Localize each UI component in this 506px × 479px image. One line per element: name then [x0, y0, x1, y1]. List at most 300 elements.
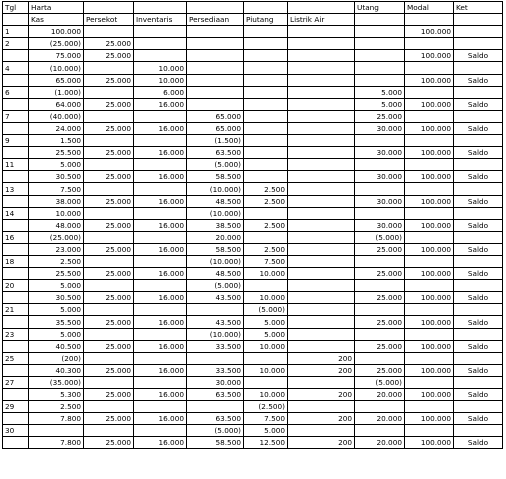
kas-cell: 7.800	[29, 437, 84, 449]
persediaan-cell: (5.000)	[187, 425, 244, 437]
inventaris-cell	[134, 255, 187, 267]
listrik-air-cell	[288, 219, 355, 231]
ket-cell	[454, 26, 503, 38]
listrik-air-cell	[288, 183, 355, 195]
persediaan-cell	[187, 74, 244, 86]
modal-cell: 100.000	[405, 292, 454, 304]
inventaris-cell: 6.000	[134, 86, 187, 98]
persekot-cell	[84, 26, 134, 38]
piutang-cell: 2.500	[244, 219, 288, 231]
inventaris-cell: 16.000	[134, 122, 187, 134]
tgl-cell: 9	[3, 135, 29, 147]
persediaan-cell	[187, 352, 244, 364]
listrik-air-cell	[288, 340, 355, 352]
table-row	[3, 280, 503, 292]
persekot-cell: 25.000	[84, 219, 134, 231]
table-row	[3, 195, 503, 207]
piutang-cell	[244, 110, 288, 122]
utang-cell: 20.000	[355, 437, 405, 449]
utang-cell: 25.000	[355, 243, 405, 255]
utang-cell	[355, 401, 405, 413]
listrik-air-cell	[288, 74, 355, 86]
header-cell	[244, 2, 288, 14]
utang-cell: 5.000	[355, 98, 405, 110]
kas-cell: 5.300	[29, 389, 84, 401]
tgl-cell	[3, 74, 29, 86]
modal-cell: 100.000	[405, 364, 454, 376]
ket-cell: Saldo	[454, 50, 503, 62]
persekot-cell	[84, 183, 134, 195]
piutang-cell: 5.000	[244, 425, 288, 437]
table-row	[3, 122, 503, 134]
persekot-cell: 25.000	[84, 171, 134, 183]
tgl-cell	[3, 268, 29, 280]
tgl-cell	[3, 316, 29, 328]
table-row	[3, 304, 503, 316]
tgl-cell: 13	[3, 183, 29, 195]
kas-cell: 7.800	[29, 413, 84, 425]
modal-cell	[405, 38, 454, 50]
piutang-cell	[244, 26, 288, 38]
persekot-cell	[84, 280, 134, 292]
persediaan-cell: 63.500	[187, 389, 244, 401]
tgl-cell: 21	[3, 304, 29, 316]
kas-cell: 25.500	[29, 268, 84, 280]
listrik-air-cell	[288, 292, 355, 304]
persekot-cell	[84, 255, 134, 267]
tgl-cell: 23	[3, 328, 29, 340]
table-row	[3, 110, 503, 122]
piutang-cell	[244, 50, 288, 62]
persekot-cell: 25.000	[84, 98, 134, 110]
header-listrik-air: Listrik Air	[288, 14, 355, 26]
inventaris-cell: 16.000	[134, 195, 187, 207]
persediaan-cell: (5.000)	[187, 280, 244, 292]
persekot-cell: 25.000	[84, 292, 134, 304]
tgl-cell	[3, 171, 29, 183]
inventaris-cell: 16.000	[134, 171, 187, 183]
persekot-cell: 25.000	[84, 195, 134, 207]
persediaan-cell	[187, 62, 244, 74]
inventaris-cell: 10.000	[134, 74, 187, 86]
ket-cell	[454, 38, 503, 50]
modal-cell: 100.000	[405, 389, 454, 401]
listrik-air-cell	[288, 147, 355, 159]
listrik-air-cell	[288, 135, 355, 147]
ket-cell	[454, 231, 503, 243]
tgl-cell: 11	[3, 159, 29, 171]
ket-cell	[454, 280, 503, 292]
listrik-air-cell	[288, 207, 355, 219]
kas-cell: 40.500	[29, 340, 84, 352]
table-row	[3, 171, 503, 183]
ket-cell: Saldo	[454, 389, 503, 401]
header-cell	[288, 2, 355, 14]
table-row	[3, 340, 503, 352]
header-cell	[187, 2, 244, 14]
kas-cell: 30.500	[29, 292, 84, 304]
kas-cell	[29, 425, 84, 437]
utang-cell: (5.000)	[355, 231, 405, 243]
tgl-cell: 4	[3, 62, 29, 74]
tgl-cell	[3, 195, 29, 207]
listrik-air-cell	[288, 122, 355, 134]
header-cell	[405, 14, 454, 26]
tgl-cell: 25	[3, 352, 29, 364]
kas-cell: 75.000	[29, 50, 84, 62]
ket-cell: Saldo	[454, 147, 503, 159]
inventaris-cell	[134, 50, 187, 62]
persekot-cell	[84, 328, 134, 340]
inventaris-cell	[134, 328, 187, 340]
ket-cell	[454, 352, 503, 364]
listrik-air-cell	[288, 328, 355, 340]
listrik-air-cell	[288, 401, 355, 413]
persediaan-cell	[187, 401, 244, 413]
ket-cell: Saldo	[454, 171, 503, 183]
ket-cell	[454, 328, 503, 340]
inventaris-cell: 16.000	[134, 364, 187, 376]
utang-cell	[355, 255, 405, 267]
piutang-cell	[244, 207, 288, 219]
piutang-cell	[244, 86, 288, 98]
persekot-cell: 25.000	[84, 74, 134, 86]
utang-cell	[355, 183, 405, 195]
listrik-air-cell	[288, 280, 355, 292]
utang-cell	[355, 280, 405, 292]
inventaris-cell	[134, 207, 187, 219]
persediaan-cell: (10.000)	[187, 207, 244, 219]
inventaris-cell	[134, 26, 187, 38]
persekot-cell	[84, 304, 134, 316]
inventaris-cell	[134, 280, 187, 292]
tgl-cell	[3, 50, 29, 62]
modal-cell: 100.000	[405, 437, 454, 449]
modal-cell: 100.000	[405, 98, 454, 110]
tgl-cell: 2	[3, 38, 29, 50]
table-row	[3, 316, 503, 328]
table-row	[3, 207, 503, 219]
table-row	[3, 401, 503, 413]
persediaan-cell: 65.000	[187, 122, 244, 134]
kas-cell: (200)	[29, 352, 84, 364]
modal-cell	[405, 183, 454, 195]
listrik-air-cell	[288, 159, 355, 171]
persediaan-cell: 48.500	[187, 195, 244, 207]
listrik-air-cell	[288, 425, 355, 437]
tgl-cell: 20	[3, 280, 29, 292]
header-ket: Ket	[454, 2, 503, 14]
persediaan-cell: 65.000	[187, 110, 244, 122]
persediaan-cell	[187, 86, 244, 98]
persediaan-cell	[187, 50, 244, 62]
kas-cell: (1.000)	[29, 86, 84, 98]
table-row	[3, 86, 503, 98]
modal-cell: 100.000	[405, 268, 454, 280]
modal-cell	[405, 352, 454, 364]
utang-cell	[355, 62, 405, 74]
modal-cell	[405, 110, 454, 122]
kas-cell: 35.500	[29, 316, 84, 328]
modal-cell	[405, 401, 454, 413]
table-row	[3, 292, 503, 304]
listrik-air-cell: 200	[288, 352, 355, 364]
modal-cell: 100.000	[405, 122, 454, 134]
persekot-cell: 25.000	[84, 122, 134, 134]
persediaan-cell: 48.500	[187, 268, 244, 280]
table-row	[3, 183, 503, 195]
utang-cell	[355, 352, 405, 364]
utang-cell: 25.000	[355, 110, 405, 122]
table-row	[3, 413, 503, 425]
ket-cell: Saldo	[454, 413, 503, 425]
ket-cell	[454, 376, 503, 388]
inventaris-cell: 16.000	[134, 437, 187, 449]
header-persekot: Persekot	[84, 14, 134, 26]
piutang-cell: 10.000	[244, 364, 288, 376]
ket-cell	[454, 135, 503, 147]
listrik-air-cell	[288, 50, 355, 62]
inventaris-cell: 16.000	[134, 268, 187, 280]
ket-cell: Saldo	[454, 195, 503, 207]
modal-cell	[405, 86, 454, 98]
table-row	[3, 243, 503, 255]
kas-cell: 100.000	[29, 26, 84, 38]
listrik-air-cell: 200	[288, 364, 355, 376]
header-cell	[134, 2, 187, 14]
modal-cell	[405, 376, 454, 388]
persediaan-cell	[187, 98, 244, 110]
ledger-body	[3, 2, 503, 449]
modal-cell	[405, 255, 454, 267]
table-row	[3, 98, 503, 110]
ket-cell	[454, 62, 503, 74]
listrik-air-cell	[288, 255, 355, 267]
tgl-cell: 6	[3, 86, 29, 98]
tgl-cell: 27	[3, 376, 29, 388]
tgl-cell	[3, 413, 29, 425]
listrik-air-cell: 200	[288, 413, 355, 425]
piutang-cell	[244, 98, 288, 110]
table-row	[3, 425, 503, 437]
table-row	[3, 437, 503, 449]
utang-cell	[355, 304, 405, 316]
ket-cell	[454, 425, 503, 437]
tgl-cell: 30	[3, 425, 29, 437]
table-row	[3, 255, 503, 267]
inventaris-cell	[134, 376, 187, 388]
ket-cell: Saldo	[454, 268, 503, 280]
header-row-1	[3, 2, 503, 14]
ledger-table	[2, 1, 503, 449]
listrik-air-cell	[288, 304, 355, 316]
persekot-cell: 25.000	[84, 364, 134, 376]
ket-cell	[454, 255, 503, 267]
table-row	[3, 352, 503, 364]
persekot-cell	[84, 401, 134, 413]
piutang-cell: 10.000	[244, 292, 288, 304]
kas-cell: 38.000	[29, 195, 84, 207]
tgl-cell	[3, 340, 29, 352]
piutang-cell	[244, 376, 288, 388]
inventaris-cell	[134, 135, 187, 147]
piutang-cell	[244, 147, 288, 159]
utang-cell	[355, 50, 405, 62]
piutang-cell	[244, 62, 288, 74]
modal-cell	[405, 304, 454, 316]
header-modal: Modal	[405, 2, 454, 14]
ket-cell: Saldo	[454, 364, 503, 376]
persediaan-cell	[187, 38, 244, 50]
utang-cell	[355, 425, 405, 437]
tgl-cell: 18	[3, 255, 29, 267]
piutang-cell	[244, 159, 288, 171]
piutang-cell	[244, 38, 288, 50]
piutang-cell	[244, 122, 288, 134]
inventaris-cell: 16.000	[134, 316, 187, 328]
persediaan-cell: (10.000)	[187, 183, 244, 195]
utang-cell	[355, 26, 405, 38]
kas-cell: 25.500	[29, 147, 84, 159]
ket-cell	[454, 207, 503, 219]
ket-cell: Saldo	[454, 74, 503, 86]
modal-cell: 100.000	[405, 340, 454, 352]
persekot-cell	[84, 231, 134, 243]
kas-cell: (10.000)	[29, 62, 84, 74]
table-row	[3, 219, 503, 231]
kas-cell: 5.000	[29, 280, 84, 292]
piutang-cell	[244, 171, 288, 183]
inventaris-cell	[134, 401, 187, 413]
header-cell	[84, 2, 134, 14]
persediaan-cell: 43.500	[187, 292, 244, 304]
listrik-air-cell	[288, 243, 355, 255]
ket-cell: Saldo	[454, 122, 503, 134]
ket-cell	[454, 110, 503, 122]
utang-cell: 25.000	[355, 316, 405, 328]
tgl-cell: 1	[3, 26, 29, 38]
kas-cell: 7.500	[29, 183, 84, 195]
ket-cell	[454, 183, 503, 195]
listrik-air-cell	[288, 26, 355, 38]
listrik-air-cell	[288, 38, 355, 50]
piutang-cell: (5.000)	[244, 304, 288, 316]
ket-cell	[454, 304, 503, 316]
listrik-air-cell: 200	[288, 437, 355, 449]
tgl-cell	[3, 98, 29, 110]
persekot-cell: 25.000	[84, 268, 134, 280]
utang-cell: 30.000	[355, 122, 405, 134]
inventaris-cell: 16.000	[134, 413, 187, 425]
ket-cell: Saldo	[454, 340, 503, 352]
kas-cell: 5.000	[29, 159, 84, 171]
inventaris-cell: 16.000	[134, 340, 187, 352]
ket-cell	[454, 86, 503, 98]
table-row	[3, 50, 503, 62]
header-cell	[3, 14, 29, 26]
persekot-cell	[84, 135, 134, 147]
modal-cell	[405, 135, 454, 147]
tgl-cell	[3, 219, 29, 231]
persekot-cell: 25.000	[84, 147, 134, 159]
persediaan-cell: 58.500	[187, 171, 244, 183]
persediaan-cell: (10.000)	[187, 255, 244, 267]
modal-cell: 100.000	[405, 316, 454, 328]
persekot-cell: 25.000	[84, 243, 134, 255]
persekot-cell: 25.000	[84, 50, 134, 62]
modal-cell: 100.000	[405, 413, 454, 425]
ket-cell: Saldo	[454, 219, 503, 231]
table-row	[3, 231, 503, 243]
utang-cell: 30.000	[355, 147, 405, 159]
piutang-cell: 10.000	[244, 389, 288, 401]
persekot-cell: 25.000	[84, 389, 134, 401]
inventaris-cell	[134, 304, 187, 316]
modal-cell: 100.000	[405, 195, 454, 207]
table-row	[3, 159, 503, 171]
inventaris-cell	[134, 38, 187, 50]
persediaan-cell: (10.000)	[187, 328, 244, 340]
ket-cell	[454, 159, 503, 171]
kas-cell: 10.000	[29, 207, 84, 219]
inventaris-cell: 16.000	[134, 389, 187, 401]
utang-cell	[355, 38, 405, 50]
tgl-cell	[3, 243, 29, 255]
persekot-cell: 25.000	[84, 340, 134, 352]
piutang-cell	[244, 74, 288, 86]
tgl-cell	[3, 364, 29, 376]
piutang-cell	[244, 135, 288, 147]
utang-cell: 25.000	[355, 268, 405, 280]
modal-cell	[405, 425, 454, 437]
piutang-cell: 12.500	[244, 437, 288, 449]
piutang-cell: 5.000	[244, 316, 288, 328]
modal-cell	[405, 231, 454, 243]
table-row	[3, 62, 503, 74]
utang-cell: 5.000	[355, 86, 405, 98]
persekot-cell	[84, 376, 134, 388]
ket-cell: Saldo	[454, 98, 503, 110]
inventaris-cell	[134, 425, 187, 437]
header-row-2	[3, 14, 503, 26]
utang-cell: 25.000	[355, 340, 405, 352]
header-tgl: Tgl	[3, 2, 29, 14]
utang-cell: 20.000	[355, 413, 405, 425]
inventaris-cell: 10.000	[134, 62, 187, 74]
tgl-cell	[3, 292, 29, 304]
modal-cell: 100.000	[405, 219, 454, 231]
persediaan-cell: 38.500	[187, 219, 244, 231]
kas-cell: 2.500	[29, 255, 84, 267]
persediaan-cell: 30.000	[187, 376, 244, 388]
kas-cell: 40.300	[29, 364, 84, 376]
piutang-cell: (2.500)	[244, 401, 288, 413]
table-row	[3, 364, 503, 376]
inventaris-cell	[134, 352, 187, 364]
tgl-cell: 7	[3, 110, 29, 122]
table-row	[3, 74, 503, 86]
modal-cell	[405, 328, 454, 340]
kas-cell: (25.000)	[29, 231, 84, 243]
header-cell	[454, 14, 503, 26]
utang-cell	[355, 159, 405, 171]
persekot-cell	[84, 62, 134, 74]
persekot-cell	[84, 425, 134, 437]
utang-cell: 30.000	[355, 195, 405, 207]
modal-cell: 100.000	[405, 171, 454, 183]
kas-cell: 65.000	[29, 74, 84, 86]
tgl-cell: 14	[3, 207, 29, 219]
